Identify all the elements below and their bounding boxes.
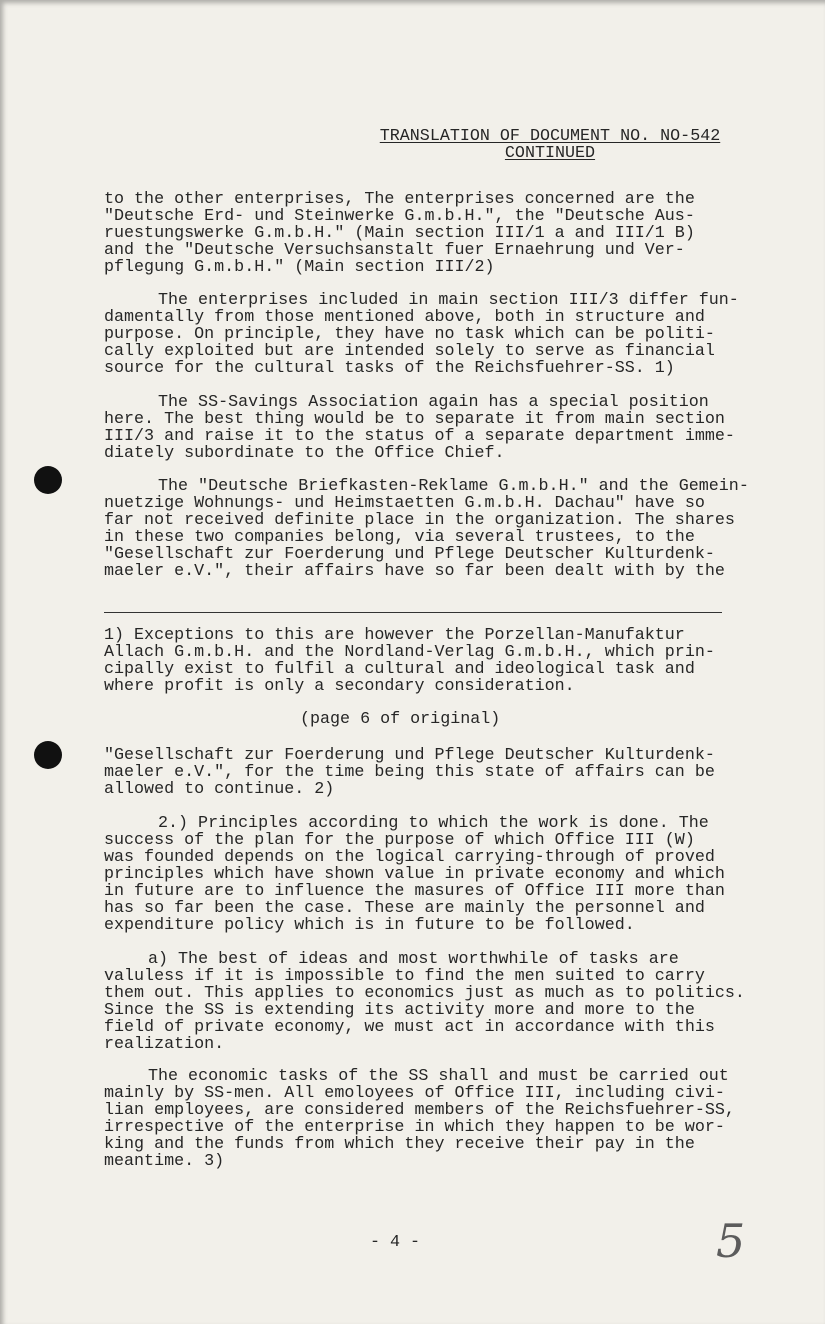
paragraph-best-of-ideas [104, 951, 745, 1053]
text-line: 1) Exceptions to this are however the Porzellan-Manufaktur [104, 626, 685, 645]
text-line: "Deutsche Erd- und Steinwerke G.m.b.H.", the "Deutsche Aus- [104, 207, 695, 226]
footnote-divider [104, 612, 722, 613]
text-line: has so far been the case. These are mainly the personnel and [104, 899, 705, 918]
text-line: "Gesellschaft zur Foerderung und Pflege Deutscher Kulturdenk- [104, 746, 715, 765]
text-line: ruestungswerke G.m.b.H." (Main section III/1 a and III/1 B) [104, 224, 695, 243]
text-line: mainly by SS-men. All emoloyees of Office III, including civi- [104, 1084, 725, 1103]
text-line: realization. [104, 1035, 225, 1054]
paragraph-main-section-iii-3 [104, 292, 739, 377]
text-line: far not received definite place in the organization. The shares [104, 511, 735, 530]
text-line: Since the SS is extending its activity more and more to the [104, 1001, 695, 1020]
text-line: maeler e.V.", their affairs have so far been dealt with by the [104, 562, 725, 581]
paragraph-other-enterprises [104, 191, 695, 276]
text-line: purpose. On principle, they have no task which can be politi- [104, 325, 715, 344]
text-line: maeler e.V.", for the time being this state of affairs can be [104, 763, 715, 782]
text-line: allowed to continue. 2) [104, 780, 335, 799]
text-line: principles which have shown value in private economy and which [104, 865, 725, 884]
text-line: valuless if it is impossible to find the men suited to carry [104, 967, 705, 986]
text-line: III/3 and raise it to the status of a separate department imme- [104, 427, 735, 446]
text-line: nuetzige Wohnungs- und Heimstaetten G.m.b.H. Dachau" have so [104, 494, 705, 513]
paragraph-ss-savings-association [104, 394, 735, 462]
text-line: king and the funds from which they receive their pay in the [104, 1135, 695, 1154]
text-line: meantime. 3) [104, 1152, 225, 1171]
text-line: was founded depends on the logical carrying-through of proved [104, 848, 715, 867]
text-line: success of the plan for the purpose of which Office III (W) [104, 831, 695, 850]
text-line: source for the cultural tasks of the Reichsfuehrer-SS. 1) [104, 359, 675, 378]
text-line: "Gesellschaft zur Foerderung und Pflege Deutscher Kulturdenk- [104, 545, 715, 564]
paragraph-gesellschaft-continued [104, 747, 715, 798]
hole-punch [34, 741, 62, 769]
text-line: irrespective of the enterprise in which they happen to be wor- [104, 1118, 725, 1137]
paragraph-principles [104, 815, 725, 934]
page-marker: (page 6 of original) [300, 710, 501, 729]
text-line: diately subordinate to the Office Chief. [104, 444, 505, 463]
page-number: - 4 - [370, 1233, 421, 1252]
paragraph-economic-tasks [104, 1068, 735, 1170]
text-line: The economic tasks of the SS shall and must be carried out [148, 1067, 729, 1086]
text-line: The enterprises included in main section III/3 differ fun- [158, 291, 739, 310]
header-subtitle: CONTINUED [504, 144, 596, 163]
paragraph-briefkasten-reklame [104, 478, 749, 580]
text-line: field of private economy, we must act in accordance with this [104, 1018, 715, 1037]
text-line: cipally exist to fulfil a cultural and ideological task and [104, 660, 695, 679]
footnote-1 [104, 627, 715, 695]
text-line: to the other enterprises, The enterprises concerned are the [104, 190, 695, 209]
text-line: where profit is only a secondary consideration. [104, 677, 575, 696]
text-line: in these two companies belong, via several trustees, to the [104, 528, 695, 547]
text-line: pflegung G.m.b.H." (Main section III/2) [104, 258, 495, 277]
text-line: cally exploited but are intended solely to serve as financial [104, 342, 715, 361]
document-header [378, 128, 722, 162]
text-line: here. The best thing would be to separate it from main section [104, 410, 725, 429]
text-line: expenditure policy which is in future to be followed. [104, 916, 635, 935]
text-line: Allach G.m.b.H. and the Nordland-Verlag G.m.b.H., which prin- [104, 643, 715, 662]
text-line: and the "Deutsche Versuchsanstalt fuer Ernaehrung und Ver- [104, 241, 685, 260]
text-line: damentally from those mentioned above, both in structure and [104, 308, 705, 327]
header-title: TRANSLATION OF DOCUMENT NO. NO-542 [379, 127, 721, 146]
handwritten-page-number: 5 [716, 1214, 746, 1268]
text-line: them out. This applies to economics just as much as to politics. [104, 984, 745, 1003]
text-line: The SS-Savings Association again has a special position [158, 393, 709, 412]
text-line: 2.) Principles according to which the work is done. The [158, 814, 709, 833]
text-line: a) The best of ideas and most worthwhile of tasks are [148, 950, 679, 969]
text-line: lian employees, are considered members of the Reichsfuehrer-SS, [104, 1101, 735, 1120]
text-line: in future are to influence the masures of Office III more than [104, 882, 725, 901]
hole-punch [34, 466, 62, 494]
text-line: The "Deutsche Briefkasten-Reklame G.m.b.H." and the Gemein- [158, 477, 749, 496]
